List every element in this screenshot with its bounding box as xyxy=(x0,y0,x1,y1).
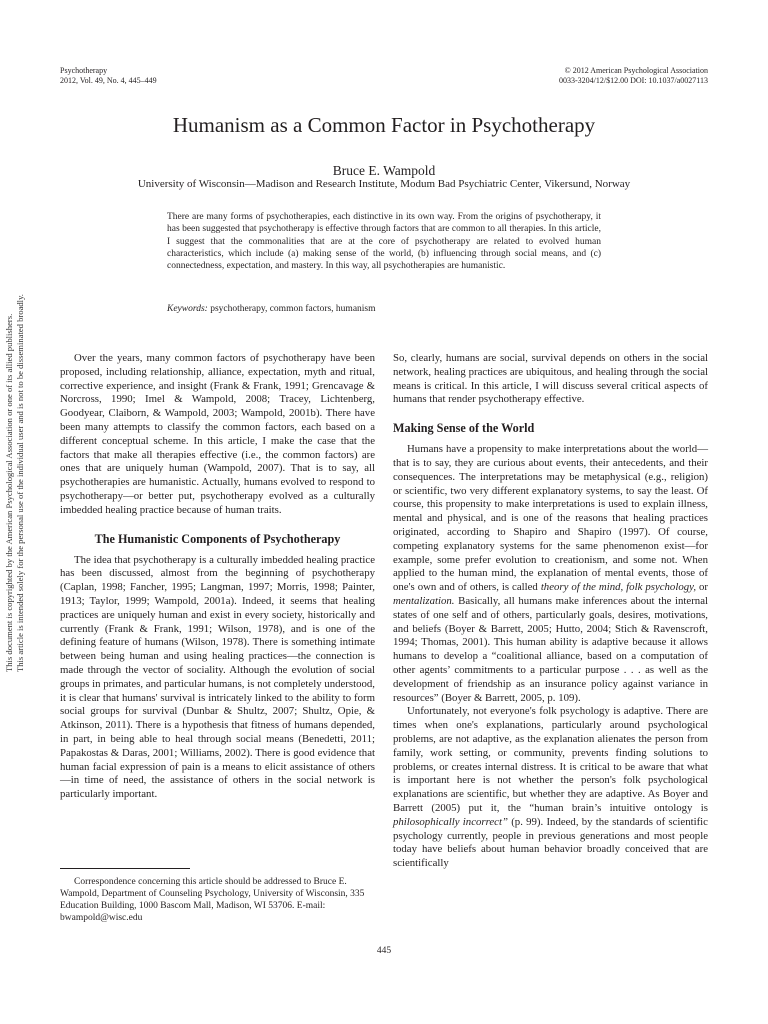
left-column xyxy=(60,352,375,802)
keywords-label: Keywords: xyxy=(167,304,208,314)
italic-term: philosophically incorrect” xyxy=(393,815,508,828)
body-paragraph: So, clearly, humans are social, survival depends on others in the social network, healing practices are ubiquitous, and healing through the social means is critical. In this article, I will discuss several critical aspects of humans that render psychotherapy effective. xyxy=(393,352,708,406)
text-run: Basically, all humans make inferences about the internal states of one self and of others, particularly goals, desires, motivations, and beliefs (Boyer & Barrett, 2005; Hutto, 2004; Stich & Ravenscroft, 1994; Thomas, 2001). This human ability is adaptive because it allows humans to develop a “coalitional alliance, based on a computation of other agents’ commitments to a particular purpose . . . as well as the development of friendship as an insurance policy against variance in resources” (Boyer & Barrett, 2005, p. 109). xyxy=(393,594,708,704)
copyright-sidebar-line-2: This article is intended solely for the personal use of the individual user and is not to be disseminated broadly. xyxy=(15,294,25,672)
section-heading-humanistic-components: The Humanistic Components of Psychotherapy xyxy=(94,531,341,546)
abstract: There are many forms of psychotherapies, each distinctive in its own way. From the origins of psychotherapy, it has been suggested that psychotherapy is effective through factors that are common to all therapies. In this article, I suggest that the commonalities that are at the core of psychotherapy are related to evolved human characteristics, which include (a) making sense of the world, (b) influencing through social means, and (c) connectedness, expectation, and mastery. In this way, all psychotherapies are humanistic. xyxy=(167,212,601,272)
keywords xyxy=(167,303,601,315)
right-column xyxy=(393,352,708,871)
text-run: or xyxy=(696,581,709,594)
keywords-list: psychotherapy, common factors, humanism xyxy=(210,304,376,314)
footnote-divider xyxy=(60,868,190,869)
journal-name: Psychotherapy xyxy=(60,66,108,75)
journal-issue: 2012, Vol. 49, No. 4, 445–449 xyxy=(60,75,157,85)
copyright-sidebar-line-1: This document is copyrighted by the American Psychological Association or one of its allied publishers. xyxy=(4,313,14,672)
correspondence-footnote xyxy=(60,868,375,924)
journal-info xyxy=(60,66,157,85)
article-title: Humanism as a Common Factor in Psychotherapy xyxy=(172,113,596,137)
copyright-line: © 2012 American Psychological Association xyxy=(564,66,708,75)
intro-paragraph: Over the years, many common factors of psychotherapy have been proposed, including relationship, alliance, expectation, myth and ritual, corrective experience, and insight (Frank & Frank, 1991; Grencavage & Norcross, 1990; Imel & Wampold, 2008; Tracey, Lichtenberg, Goodyear, Claiborn, & Wampold, 2003; Wampold, 2001b). There have been many attempts to classify the common factors, each based on a different conceptual scheme. In this article, I make the case that the factors that make all therapies effective (i.e., the common factors) are ones that are uniquely human (Wampold, 2007). That is to say, all psychotherapies are humanistic. Actually, humans evolved to respond to psychotherapy—or better put, psychotherapy evolved as a culturally imbedded healing practice because of human traits. xyxy=(60,352,375,516)
body-paragraph: The idea that psychotherapy is a culturally imbedded healing practice has been discussed, almost from the beginning of psychotherapy (Caplan, 1998; Fancher, 1995; Langman, 1997; Morris, 1998; Painter, 1913; Taylor, 1999; Wampold, 2001a). Indeed, it seems that healing practices are uniquely human and exist in every society, historically and currently (Frank & Frank, 1991; Wilson, 1978), and is one of the defining feature of humans (Wilson, 1978). There is something intimate between being human and using healing practices—the connection is made through the vector of sociality. Although the evolution of social groups in primates, and particular humans, is not completely understood, it is clear that humans' survival is intricately linked to the ability to form social groups for survival (Dunbar & Shultz, 2007; Shultz, Opie, & Atkinson, 2011). There is a hypothesis that fitness of humans depended, in part, in being able to heal through social means (Benedetti, 2011; Papakostas & Daras, 2001; Williams, 2002). There is good evidence that human facial expression of pain is a means to elicit assistance of others—in time of need, the assistance of others in the social network is particularly important. xyxy=(60,553,375,801)
italic-term: theory of the mind, folk psychology, xyxy=(540,581,697,594)
text-run: Unfortunately, not everyone's folk psychology is adaptive. There are times when one's explanations, particularly around psychological problems, are not adaptive, as the explanation alienates the person from family, work setting, or community, prevents finding solutions to problems, or creates internal distress. It is critical to be aware that what is important here is not whether the person's folk psychological explanations are scientific, but whether they are adaptive. As Boyer and Barrett (2005) put it, the “human brain’s intuitive ontology is xyxy=(393,705,708,814)
author-affiliation: University of Wisconsin—Madison and Research Institute, Modum Bad Psychiatric Center, Vikersund, Norway xyxy=(137,178,631,190)
section-heading-making-sense: Making Sense of the World xyxy=(393,421,535,436)
body-paragraph xyxy=(393,443,708,705)
body-paragraph xyxy=(393,705,708,871)
text-run: (p. 99). Indeed, by the standards of scientific psychology currently, people in previous generations and most people today have beliefs about human behavior broadly conceived that are scientifically xyxy=(393,815,708,870)
copyright-sidebar xyxy=(4,72,26,672)
publisher-info xyxy=(559,66,708,85)
footnote-text: Correspondence concerning this article should be addressed to Bruce E. Wampold, Department of Counseling Psychology, University of Wisconsin, 335 Education Building, 1000 Bascom Mall, Madison, WI 53706. E-mail: bwampold@wisc.edu xyxy=(60,877,365,923)
page-number: 445 xyxy=(376,946,392,956)
author-name: Bruce E. Wampold xyxy=(332,163,436,178)
italic-term: mentalization. xyxy=(393,594,455,607)
doi-line: 0033-3204/12/$12.00 DOI: 10.1037/a0027113 xyxy=(558,75,708,85)
text-run: Humans have a propensity to make interpretations about the world—that is to say, they are curious about events, their antecedents, and their consequences. The interpretations may be metaphysical (e.g., religion) or scientific, two very different explanatory systems, to say the least. Of course, this propensity to make interpretations is used to explain illness, mental and physical, and is one of the reasons that healing practices originated, according to Shapiro and Shapiro (1997). Of course, competing explanatory systems for the same phenomenon exist—for example, some prefer evolution to creationism, and some not. When applied to the human mind, the explanation of mental events, those of one's own and of others, is called xyxy=(393,443,708,594)
